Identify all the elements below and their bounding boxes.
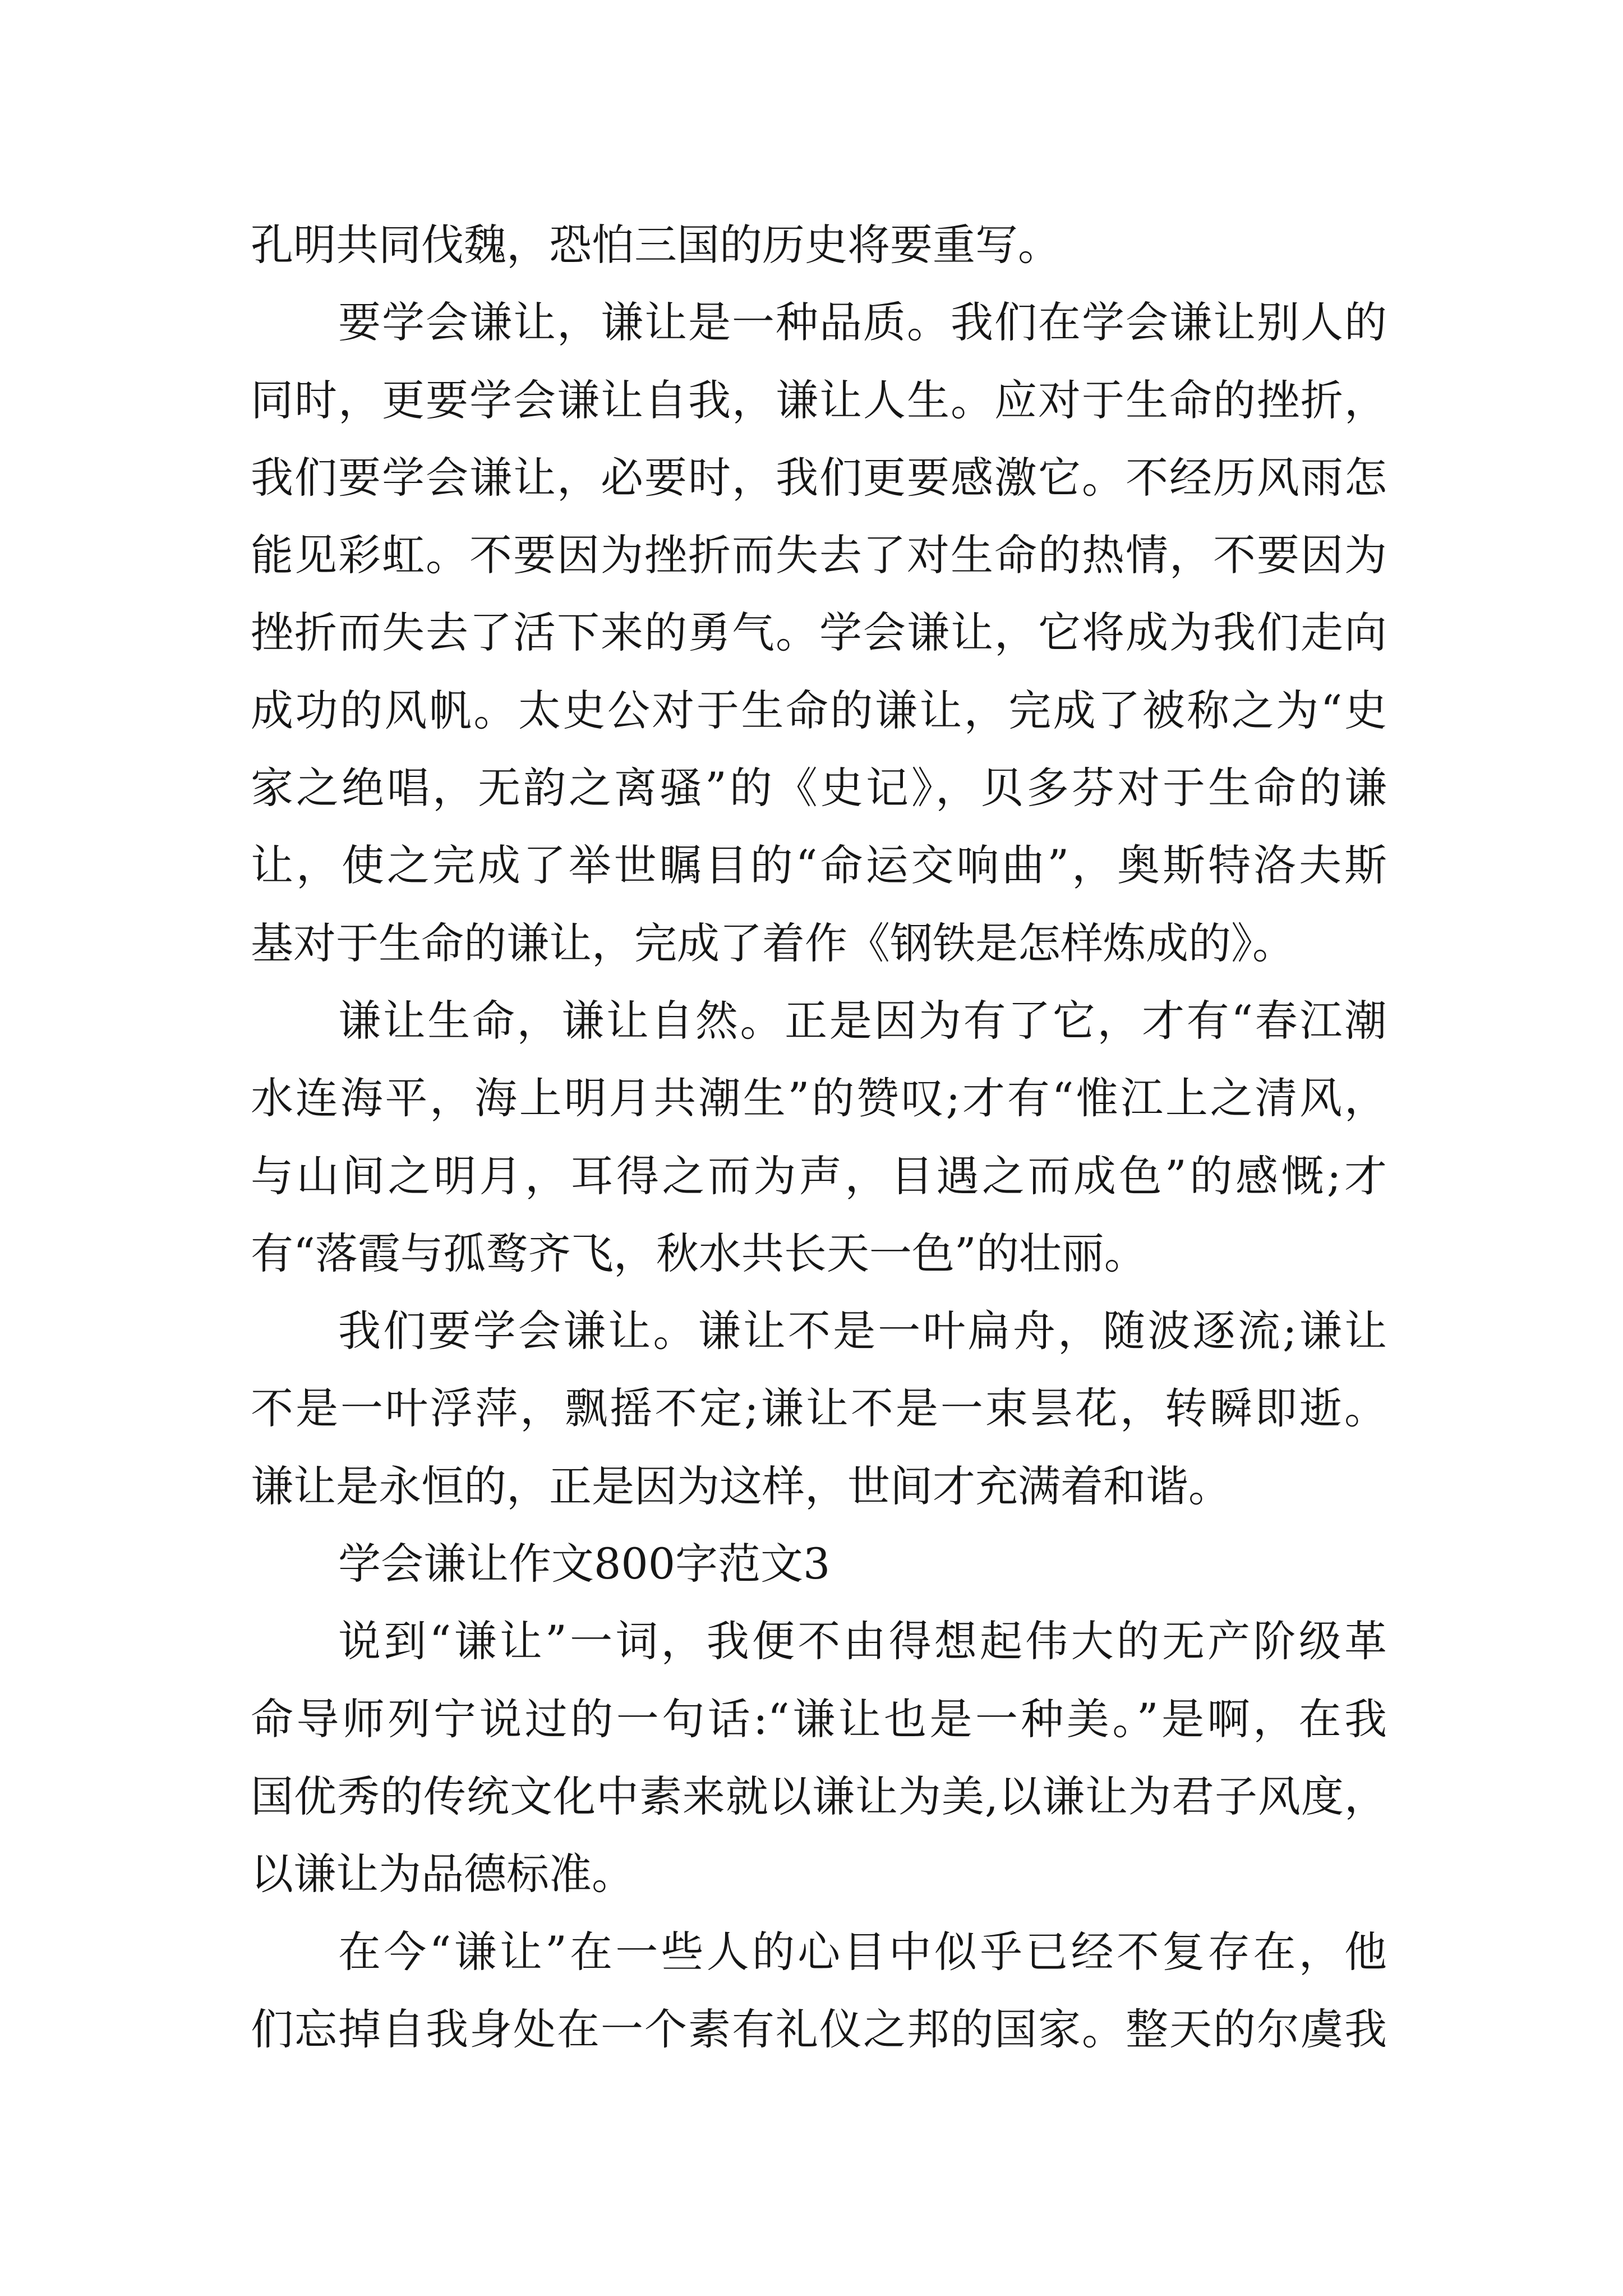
paragraph xyxy=(251,1292,1387,1525)
text-line: 有“落霞与孤鹜齐飞，秋水共长天一色”的壮丽。 xyxy=(251,1228,1147,1278)
text-line: 成功的风帆。太史公对于生命的谦让，完成了被称之为“史 xyxy=(251,685,1387,735)
text-line: 与山间之明月，耳得之而为声，目遇之而成色”的感慨;才 xyxy=(251,1151,1387,1201)
text-line: 们忘掉自我身处在一个素有礼仪之邦的国家。整天的尔虞我 xyxy=(251,2004,1387,2054)
text-line: 孔明共同伐魏，恐怕三国的历史将要重写。 xyxy=(251,220,1061,270)
document-body xyxy=(251,206,1387,2068)
heading-line: 学会谦让作文800字范文3 xyxy=(338,1539,831,1589)
text-line: 水连海平，海上明月共潮生”的赞叹;才有“惟江上之清风， xyxy=(251,1073,1387,1124)
text-line: 说到“谦让”一词，我便不由得想起伟大的无产阶级革 xyxy=(338,1616,1387,1667)
text-line: 谦让是永恒的，正是因为这样，世间才充满着和谐。 xyxy=(251,1461,1231,1511)
text-line: 挫折而失去了活下来的勇气。学会谦让，它将成为我们走向 xyxy=(251,608,1387,658)
section-heading xyxy=(251,1525,1387,1603)
text-line: 家之绝唱，无韵之离骚”的《史记》，贝多芬对于生命的谦 xyxy=(251,763,1387,813)
paragraph xyxy=(251,982,1387,1292)
text-line: 以谦让为品德标准。 xyxy=(251,1849,634,1899)
paragraph-continues xyxy=(251,1913,1387,2069)
text-line: 我们要学会谦让，必要时，我们更要感激它。不经历风雨怎 xyxy=(251,452,1387,503)
text-line: 让，使之完成了举世瞩目的“命运交响曲”，奥斯特洛夫斯 xyxy=(251,840,1387,891)
text-line: 要学会谦让，谦让是一种品质。我们在学会谦让别人的 xyxy=(338,297,1387,348)
text-line: 谦让生命，谦让自然。正是因为有了它，才有“春江潮 xyxy=(338,995,1387,1046)
paragraph xyxy=(251,1603,1387,1913)
text-line: 不是一叶浮萍，飘摇不定;谦让不是一束昙花，转瞬即逝。 xyxy=(251,1383,1387,1434)
text-line: 在今“谦让”在一些人的心目中似乎已经不复存在，他 xyxy=(338,1926,1387,1977)
paragraph-continued xyxy=(251,206,1387,284)
text-line: 基对于生命的谦让，完成了着作《钢铁是怎样炼成的》。 xyxy=(251,918,1295,968)
paragraph xyxy=(251,284,1387,982)
text-line: 能见彩虹。不要因为挫折而失去了对生命的热情，不要因为 xyxy=(251,530,1387,581)
text-line: 命导师列宁说过的一句话:“谦让也是一种美。”是啊，在我 xyxy=(251,1694,1387,1744)
text-line: 国优秀的传统文化中素来就以谦让为美,以谦让为君子风度， xyxy=(251,1771,1387,1821)
text-line: 同时，更要学会谦让自我，谦让人生。应对于生命的挫折， xyxy=(251,375,1387,425)
text-line: 我们要学会谦让。谦让不是一叶扁舟，随波逐流;谦让 xyxy=(338,1306,1387,1356)
